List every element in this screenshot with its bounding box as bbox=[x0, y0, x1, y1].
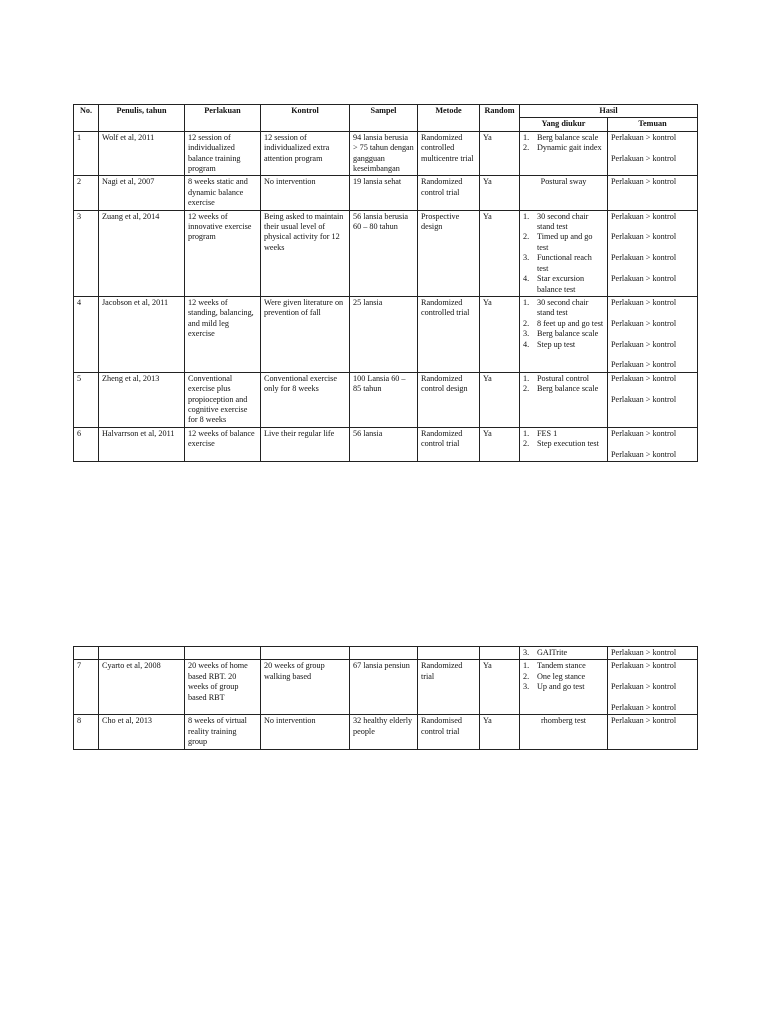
header-row bbox=[74, 105, 698, 118]
measured-item bbox=[523, 439, 604, 449]
cell-no: 6 bbox=[74, 427, 99, 461]
col-control: Kontrol bbox=[261, 105, 350, 132]
measured-item bbox=[523, 661, 604, 671]
cell-random: Ya bbox=[480, 427, 520, 461]
col-treatment: Perlakuan bbox=[185, 105, 261, 132]
cell-measured bbox=[520, 427, 608, 461]
cell-measured bbox=[520, 372, 608, 427]
cell-sample: 56 lansia bbox=[350, 427, 418, 461]
measured-list bbox=[523, 212, 604, 295]
cell-sample: 19 lansia sehat bbox=[350, 176, 418, 210]
cell-method: Randomised control trial bbox=[418, 715, 480, 749]
item-number: 4. bbox=[523, 339, 530, 349]
cell-method: Randomized control design bbox=[418, 372, 480, 427]
study-table bbox=[73, 104, 698, 462]
finding-line: Perlakuan > kontrol bbox=[611, 449, 677, 459]
finding-line: Perlakuan > kontrol bbox=[611, 428, 677, 438]
finding-line: Perlakuan > kontrol bbox=[611, 318, 677, 328]
cell-findings bbox=[608, 427, 698, 461]
cell-no: 5 bbox=[74, 372, 99, 427]
item-number: 2. bbox=[523, 439, 530, 449]
cell-empty bbox=[74, 647, 99, 660]
measured-item bbox=[523, 232, 604, 253]
cell-control: Were given literature on prevention of fall bbox=[261, 296, 350, 372]
cell-random: Ya bbox=[480, 660, 520, 715]
item-number: 2. bbox=[523, 143, 530, 153]
cell-no: 4 bbox=[74, 296, 99, 372]
cell-empty bbox=[185, 647, 261, 660]
measured-list bbox=[523, 374, 604, 395]
finding-line: Perlakuan > kontrol bbox=[611, 716, 677, 726]
item-number: 3. bbox=[523, 329, 530, 339]
item-number: 1. bbox=[523, 211, 530, 221]
item-text: Postural control bbox=[537, 373, 590, 383]
measured-item bbox=[523, 253, 604, 274]
cell-no: 2 bbox=[74, 176, 99, 210]
cell-author: Jacobson et al, 2011 bbox=[99, 296, 185, 372]
table-row bbox=[74, 715, 698, 749]
table-row bbox=[74, 372, 698, 427]
cell-sample: 32 healthy elderly people bbox=[350, 715, 418, 749]
table-row bbox=[74, 660, 698, 715]
cell-treatment: 12 weeks of standing, balancing, and mild leg exercise bbox=[185, 296, 261, 372]
cell-author: Zheng et al, 2013 bbox=[99, 372, 185, 427]
cell-treatment: 8 weeks of virtual reality training group bbox=[185, 715, 261, 749]
cell-empty bbox=[350, 647, 418, 660]
cell-empty bbox=[99, 647, 185, 660]
finding-line: Perlakuan > kontrol bbox=[611, 394, 677, 404]
finding-line: Perlakuan > kontrol bbox=[611, 232, 677, 242]
measured-item bbox=[523, 429, 604, 439]
table-row bbox=[74, 210, 698, 296]
cell-treatment: 8 weeks static and dynamic balance exercise bbox=[185, 176, 261, 210]
item-number: 3. bbox=[523, 648, 530, 657]
cell-control: Live their regular life bbox=[261, 427, 350, 461]
col-method: Metode bbox=[418, 105, 480, 132]
item-text: FES 1 bbox=[537, 428, 558, 438]
measured-list bbox=[523, 648, 604, 658]
cell-treatment: 12 weeks of balance exercise bbox=[185, 427, 261, 461]
cell-control: Conventional exercise only for 8 weeks bbox=[261, 372, 350, 427]
measured-item bbox=[523, 340, 604, 350]
cell-findings bbox=[608, 131, 698, 176]
measured-item bbox=[523, 212, 604, 233]
cell-sample: 100 Lansia 60 – 85 tahun bbox=[350, 372, 418, 427]
cell-no: 1 bbox=[74, 131, 99, 176]
item-text: Berg balance scale bbox=[537, 132, 599, 142]
finding-line: Perlakuan > kontrol bbox=[611, 661, 677, 671]
cell-no: 7 bbox=[74, 660, 99, 715]
item-text: GAITrite bbox=[537, 648, 568, 657]
cell-treatment: 12 session of individualized balance training program bbox=[185, 131, 261, 176]
cell-no: 3 bbox=[74, 210, 99, 296]
cell-author: Halvarrson et al, 2011 bbox=[99, 427, 185, 461]
cell-treatment: 12 weeks of innovative exercise program bbox=[185, 210, 261, 296]
cell-method: Randomized control trial bbox=[418, 176, 480, 210]
measured-item bbox=[523, 682, 604, 692]
cell-findings bbox=[608, 296, 698, 372]
cell-empty bbox=[418, 647, 480, 660]
cell-measured bbox=[520, 210, 608, 296]
finding-line: Perlakuan > kontrol bbox=[611, 373, 677, 383]
item-number: 1. bbox=[523, 661, 530, 671]
finding-line: Perlakuan > kontrol bbox=[611, 648, 677, 657]
col-measured: Yang diukur bbox=[520, 118, 608, 131]
cell-measured bbox=[520, 131, 608, 176]
measured-item bbox=[523, 298, 604, 319]
finding-line: Perlakuan > kontrol bbox=[611, 297, 677, 307]
item-number: 1. bbox=[523, 297, 530, 307]
item-number: 2. bbox=[523, 318, 530, 328]
col-result: Hasil bbox=[520, 105, 698, 118]
measured-list bbox=[523, 661, 604, 692]
measured-item bbox=[523, 384, 604, 394]
table-row bbox=[74, 131, 698, 176]
measured-list bbox=[523, 429, 604, 450]
item-text: Step execution test bbox=[537, 439, 599, 449]
measured-item bbox=[523, 319, 604, 329]
cell-sample: 25 lansia bbox=[350, 296, 418, 372]
cell-random: Ya bbox=[480, 131, 520, 176]
item-text: Step up test bbox=[537, 339, 576, 349]
item-text: Star excursion balance test bbox=[537, 274, 585, 294]
finding-line: Perlakuan > kontrol bbox=[611, 132, 677, 142]
cell-method: Randomized controlled trial bbox=[418, 296, 480, 372]
cell-measured bbox=[520, 660, 608, 715]
cell-random: Ya bbox=[480, 372, 520, 427]
item-text: 8 feet up and go test bbox=[537, 318, 604, 328]
cell-method: Randomized trial bbox=[418, 660, 480, 715]
item-number: 3. bbox=[523, 253, 530, 263]
table-body-continued bbox=[74, 647, 698, 750]
table-row-continuation bbox=[74, 647, 698, 660]
cell-random: Ya bbox=[480, 715, 520, 749]
study-table-continued bbox=[73, 646, 698, 750]
item-number: 4. bbox=[523, 274, 530, 284]
cell-treatment: Conventional exercise plus propioception and cognitive exercise for 8 weeks bbox=[185, 372, 261, 427]
finding-line: Perlakuan > kontrol bbox=[611, 253, 677, 263]
cell-empty bbox=[480, 647, 520, 660]
measured-list bbox=[523, 133, 604, 154]
cell-sample: 67 lansia pensiun bbox=[350, 660, 418, 715]
cell-author: Wolf et al, 2011 bbox=[99, 131, 185, 176]
measured-item bbox=[523, 648, 604, 658]
measured-item bbox=[523, 143, 604, 153]
cell-method: Prospective design bbox=[418, 210, 480, 296]
item-text: Berg balance scale bbox=[537, 329, 599, 339]
col-findings: Temuan bbox=[608, 118, 698, 131]
measured-item bbox=[523, 133, 604, 143]
item-text: Berg balance scale bbox=[537, 384, 599, 394]
cell-author: Cyarto et al, 2008 bbox=[99, 660, 185, 715]
cell-measured bbox=[520, 176, 608, 210]
cell-control: No intervention bbox=[261, 176, 350, 210]
col-author: Penulis, tahun bbox=[99, 105, 185, 132]
table-row bbox=[74, 176, 698, 210]
cell-random: Ya bbox=[480, 176, 520, 210]
item-number: 1. bbox=[523, 428, 530, 438]
cell-findings bbox=[608, 372, 698, 427]
cell-control: 12 session of individualized extra attention program bbox=[261, 131, 350, 176]
measured-item bbox=[523, 374, 604, 384]
cell-random: Ya bbox=[480, 296, 520, 372]
cell-control: Being asked to maintain their usual level of physical activity for 12 weeks bbox=[261, 210, 350, 296]
cell-findings bbox=[608, 647, 698, 660]
cell-treatment: 20 weeks of home based RBT. 20 weeks of group based RBT bbox=[185, 660, 261, 715]
finding-line: Perlakuan > kontrol bbox=[611, 339, 677, 349]
col-sample: Sampel bbox=[350, 105, 418, 132]
cell-author: Zuang et al, 2014 bbox=[99, 210, 185, 296]
finding-line: Perlakuan > kontrol bbox=[611, 177, 677, 187]
table-body bbox=[74, 131, 698, 461]
cell-control: No intervention bbox=[261, 715, 350, 749]
table-row bbox=[74, 427, 698, 461]
cell-method: Randomized control trial bbox=[418, 427, 480, 461]
col-no: No. bbox=[74, 105, 99, 132]
cell-empty bbox=[261, 647, 350, 660]
item-text: 30 second chair stand test bbox=[537, 211, 589, 232]
cell-sample: 94 lansia berusia > 75 tahun dengan gangguan keseimbangan bbox=[350, 131, 418, 176]
item-text: Tandem stance bbox=[537, 661, 586, 671]
item-number: 2. bbox=[523, 232, 530, 242]
finding-line: Perlakuan > kontrol bbox=[611, 153, 677, 163]
item-number: 2. bbox=[523, 671, 530, 681]
col-random: Random bbox=[480, 105, 520, 132]
item-text: One leg stance bbox=[537, 671, 586, 681]
cell-author: Cho et al, 2013 bbox=[99, 715, 185, 749]
item-number: 2. bbox=[523, 384, 530, 394]
item-text: Functional reach test bbox=[537, 253, 592, 273]
item-text: Dynamic gait index bbox=[537, 143, 602, 153]
measured-text: rhomberg test bbox=[540, 716, 587, 726]
measured-text: Postural sway bbox=[540, 177, 587, 187]
cell-measured bbox=[520, 715, 608, 749]
finding-line: Perlakuan > kontrol bbox=[611, 211, 677, 221]
measured-item bbox=[523, 329, 604, 339]
cell-control: 20 weeks of group walking based bbox=[261, 660, 350, 715]
table-row bbox=[74, 296, 698, 372]
cell-findings bbox=[608, 210, 698, 296]
cell-no: 8 bbox=[74, 715, 99, 749]
cell-random: Ya bbox=[480, 210, 520, 296]
finding-line: Perlakuan > kontrol bbox=[611, 274, 677, 284]
measured-item bbox=[523, 672, 604, 682]
cell-author: Nagi et al, 2007 bbox=[99, 176, 185, 210]
item-text: Up and go test bbox=[537, 682, 585, 692]
item-number: 1. bbox=[523, 132, 530, 142]
finding-line: Perlakuan > kontrol bbox=[611, 360, 677, 370]
item-text: Timed up and go test bbox=[537, 232, 593, 252]
item-number: 3. bbox=[523, 682, 530, 692]
item-number: 1. bbox=[523, 373, 530, 383]
measured-list bbox=[523, 298, 604, 350]
item-text: 30 second chair stand test bbox=[537, 297, 589, 318]
cell-findings bbox=[608, 715, 698, 749]
measured-item bbox=[523, 274, 604, 295]
cell-sample: 56 lansia berusia 60 – 80 tahun bbox=[350, 210, 418, 296]
cell-measured bbox=[520, 296, 608, 372]
cell-findings bbox=[608, 176, 698, 210]
cell-findings bbox=[608, 660, 698, 715]
cell-method: Randomized controlled multicentre trial bbox=[418, 131, 480, 176]
cell-measured bbox=[520, 647, 608, 660]
finding-line: Perlakuan > kontrol bbox=[611, 682, 677, 692]
finding-line: Perlakuan > kontrol bbox=[611, 703, 677, 712]
